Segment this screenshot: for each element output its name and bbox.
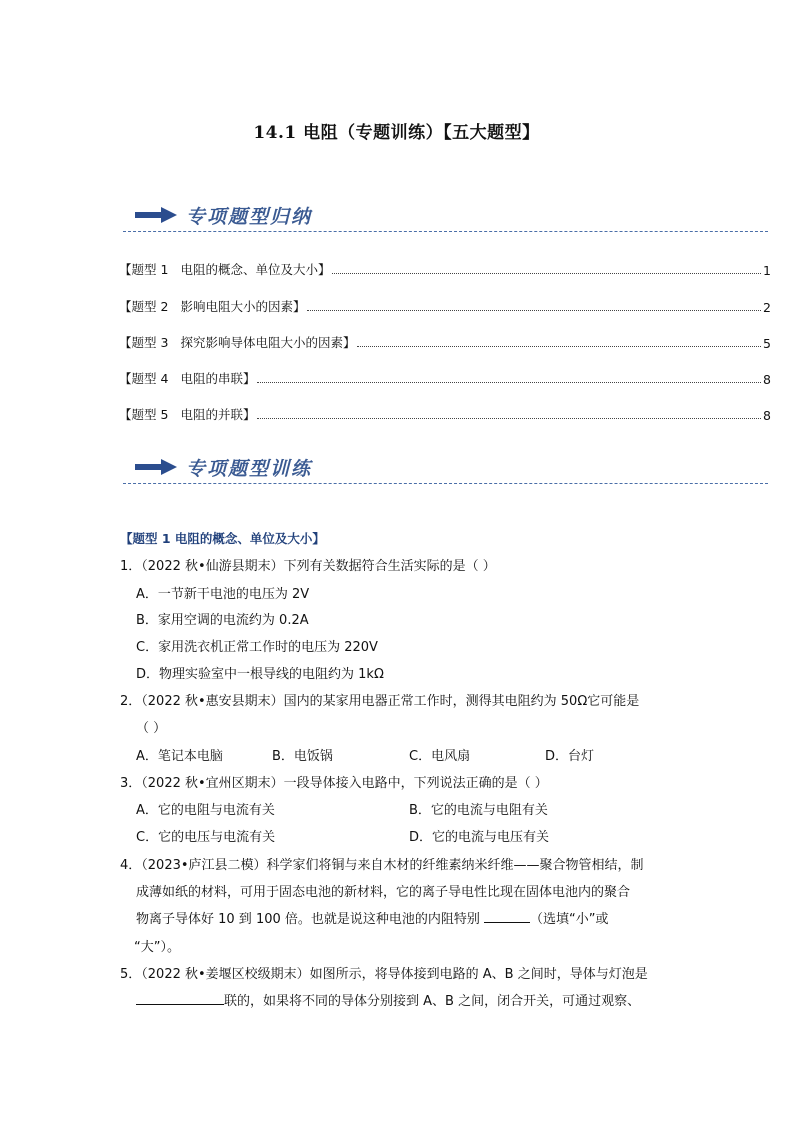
dashed-divider: [123, 483, 768, 484]
q4-line-2: 成薄如纸的材料，可用于固态电池的新材料，它的离子导电性比现在固体电池内的聚合: [136, 885, 631, 900]
toc-leader-dots: [332, 273, 761, 274]
q3-option-c[interactable]: C．它的电压与电流有关: [136, 830, 276, 845]
q4-line-4: “大”）。: [134, 940, 180, 955]
toc-leader-dots: [257, 418, 761, 419]
toc-item-3[interactable]: 【题型 3 探究影响导体电阻大小的因素】 5: [119, 335, 771, 351]
arrow-right-icon: [135, 459, 177, 475]
q1-stem: 1．（2022 秋•仙游县期末）下列有关数据符合生活实际的是（ ）: [120, 559, 496, 574]
q3-option-b[interactable]: B．它的电流与电阻有关: [409, 803, 548, 818]
toc-page-number: 1: [763, 263, 771, 278]
toc-item-1[interactable]: 【题型 1 电阻的概念、单位及大小】 1: [119, 262, 771, 278]
q2-paren: （ ）: [136, 721, 167, 736]
q5-line-2: 联的，如果将不同的导体分别接到 A、B 之间，闭合开关，可通过观察、: [136, 990, 640, 1009]
toc-leader-dots: [357, 346, 761, 347]
toc-item-2[interactable]: 【题型 2 影响电阻大小的因素】 2: [119, 299, 771, 315]
toc-leader-dots: [257, 382, 761, 383]
q3-stem: 3．（2022 秋•宜州区期末）一段导体接入电路中，下列说法正确的是（ ）: [120, 776, 548, 791]
q2-option-d[interactable]: D．台灯: [545, 749, 595, 764]
q5-answer-blank[interactable]: [136, 992, 224, 1005]
banner-summary-text: 专项题型归纳: [186, 206, 313, 228]
q5-line-1: 5．（2022 秋•姜堰区校级期末）如图所示，将导体接到电路的 A、B 之间时，导体与灯泡是: [120, 967, 648, 982]
section-heading: 【题型 1 电阻的概念、单位及大小】: [120, 531, 325, 546]
q1-option-b[interactable]: B．家用空调的电流约为 0.2A: [136, 613, 309, 628]
banner-training-text: 专项题型训练: [186, 458, 313, 480]
q4-line-1: 4．（2023•庐江县二模）科学家们将铜与来自木材的纤维素纳米纤维——聚合物管相结，制: [120, 858, 644, 873]
toc-item-5[interactable]: 【题型 5 电阻的并联】 8: [119, 407, 771, 423]
page-title: 14.1 电阻（专题训练）【五大题型】: [253, 123, 540, 143]
q3-option-d[interactable]: D．它的电流与电压有关: [409, 830, 550, 845]
toc-item-4[interactable]: 【题型 4 电阻的串联】 8: [119, 371, 771, 387]
toc-page-number: 2: [763, 300, 771, 315]
q4-line-3: 物离子导体好 10 到 100 倍。也就是说这种电池的内阻特别 （选填“小”或: [136, 912, 609, 927]
q2-stem: 2．（2022 秋•惠安县期末）国内的某家用电器正常工作时，测得其电阻约为 50Ω它可能是: [120, 694, 640, 709]
dashed-divider: [123, 231, 768, 232]
q2-option-b[interactable]: B．电饭锅: [272, 749, 333, 764]
section-banner-training: [123, 452, 768, 486]
q1-option-a[interactable]: A．一节新干电池的电压为 2V: [136, 587, 310, 602]
q2-option-a[interactable]: A．笔记本电脑: [136, 749, 223, 764]
toc-page-number: 5: [763, 336, 771, 351]
toc-page-number: 8: [763, 408, 771, 423]
toc-page-number: 8: [763, 372, 771, 387]
q1-option-c[interactable]: C．家用洗衣机正常工作时的电压为 220V: [136, 640, 378, 655]
toc-leader-dots: [307, 310, 761, 311]
q3-option-a[interactable]: A．它的电阻与电流有关: [136, 803, 275, 818]
q4-answer-blank[interactable]: [484, 910, 530, 923]
section-banner-summary: [123, 200, 768, 234]
arrow-right-icon: [135, 207, 177, 223]
q2-option-c[interactable]: C．电风扇: [409, 749, 471, 764]
q1-option-d[interactable]: D．物理实验室中一根导线的电阻约为 1kΩ: [136, 667, 384, 682]
